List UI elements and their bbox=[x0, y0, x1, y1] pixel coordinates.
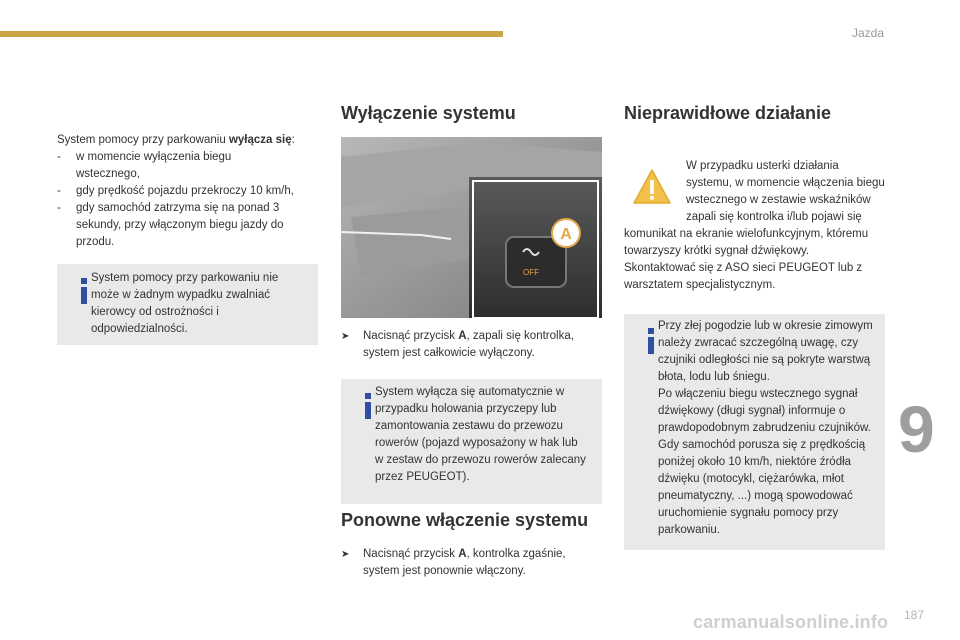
info-box-middle bbox=[341, 379, 602, 504]
photo-illustration bbox=[341, 137, 602, 318]
list-item: - w momencie wyłączenia biegu wstecznego, bbox=[57, 151, 232, 180]
heading-disable: Wyłączenie systemu bbox=[341, 103, 516, 123]
photo-label-a: A bbox=[560, 226, 572, 243]
intro-paragraph: System pomocy przy parkowaniu wyłącza się: bbox=[57, 134, 295, 146]
info-text: System pomocy przy parkowaniu nie może w żadnym wypadku zwalniać kierowcy od ostrożności i odpowiedzialności. bbox=[91, 272, 279, 335]
watermark: carmanualsonline.info bbox=[693, 612, 889, 632]
heading-reenable: Ponowne włączenie systemu bbox=[341, 510, 589, 530]
contact-paragraph: Skontaktować się z ASO sieci PEUGEOT lub z warsztatem specjalistycznym. bbox=[624, 262, 863, 291]
button-photo bbox=[341, 137, 602, 318]
photo-off-text: OFF bbox=[523, 268, 539, 277]
arrow-icon: ➤ bbox=[341, 549, 350, 560]
info-text: Przy złej pogodzie lub w okresie zimowym należy zwracać szczególną uwagę, czy czujniki odległości nie są pokryte warstwą błota, lodu lub śniegu. Po włączeniu biegu wstecznego sygnał dźwiękowy (długi sygnał) informuje o prawdopodobnym zabrudzeniu czujników. Gdy samochód porusza się z prędkością poniżej około 10 km/h, niektóre źródła dźwięku (motocykl, ciężarówka, młot pneumatyczny, ...) mogą spowodować uruchomienie sygnału pomocy przy parkowaniu. bbox=[658, 320, 873, 536]
info-box-left bbox=[57, 264, 318, 345]
warning-icon-spacer bbox=[624, 158, 686, 226]
page-number: 187 bbox=[904, 608, 925, 622]
malfunction-text bbox=[624, 158, 886, 294]
chapter-number: 9 bbox=[898, 392, 935, 466]
accent-bar bbox=[0, 31, 503, 37]
off-conditions-list bbox=[57, 149, 322, 251]
section-label: Jazda bbox=[851, 26, 884, 40]
left-intro bbox=[57, 132, 322, 251]
heading-malfunction: Nieprawidłowe działanie bbox=[624, 103, 832, 123]
warning-paragraph: W przypadku usterki działania systemu, w momencie włączenia biegu wstecznego w zestawie wskaźników zapali się kontrolka i/lub pojawi się komunikat na ekranie wielofunkcyjnym, któremu towarzyszy krótki sygnał dźwiękowy. bbox=[624, 160, 885, 257]
info-text: System wyłącza się automatycznie w przypadku holowania przyczepy lub zamontowania zestawu do przewozu rowerów (pojazd wyposażony w hak lub w zestaw do przewozu rowerów zalecany przez PEUGEOT). bbox=[375, 386, 586, 483]
list-item: - gdy prędkość pojazdu przekroczy 10 km/h, bbox=[57, 185, 294, 197]
list-item: - gdy samochód zatrzyma się na ponad 3 sekundy, przy włączonym biegu jazdy do przodu. bbox=[57, 202, 284, 248]
info-box-right bbox=[624, 314, 885, 550]
step-reenable: ➤ Nacisnąć przycisk A, kontrolka zgaśnie, system jest ponownie włączony. bbox=[341, 548, 566, 577]
arrow-icon: ➤ bbox=[341, 331, 350, 342]
step-disable: ➤ Nacisnąć przycisk A, zapali się kontrolka, system jest całkowicie wyłączony. bbox=[341, 330, 574, 359]
intro-bold: wyłącza się bbox=[228, 134, 292, 146]
